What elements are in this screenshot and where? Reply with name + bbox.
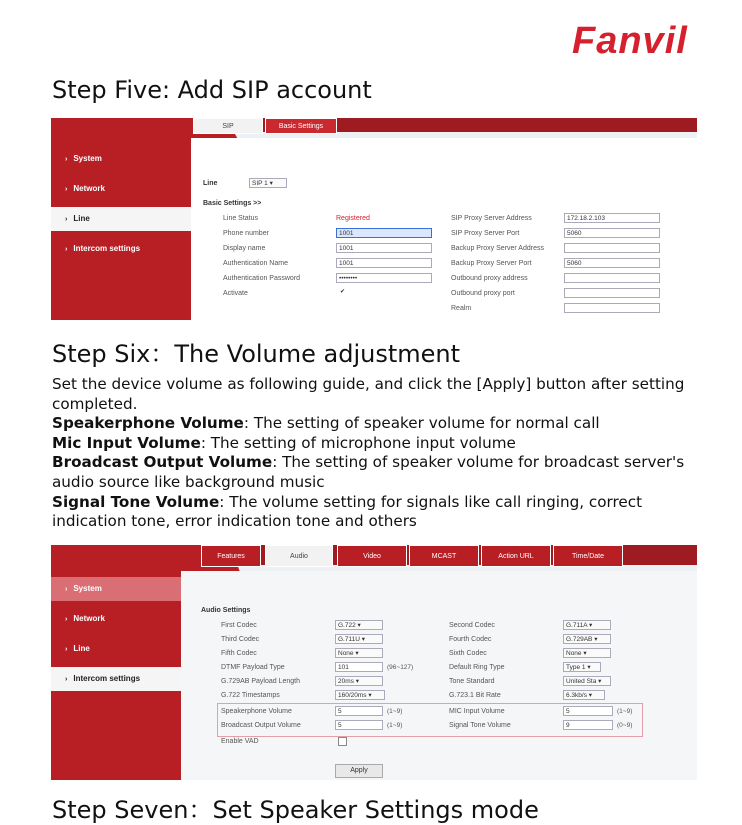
g7231-bitrate-select[interactable]: 6.3kb/s ▾ (563, 690, 605, 700)
proxy-address-field[interactable]: 172.18.2.103 (564, 213, 660, 223)
step-six-heading: Step Six：The Volume adjustment (52, 340, 461, 368)
description-item: Speakerphone Volume: The setting of speaker volume for normal call (52, 414, 600, 433)
tab-audio[interactable]: Audio (265, 545, 333, 567)
broadcast-output-volume-field[interactable]: 5 (335, 720, 383, 730)
proxy-port-label: SIP Proxy Server Port (451, 230, 520, 237)
tab-basic-settings[interactable]: Basic Settings (265, 118, 337, 134)
chevron-right-icon: › (65, 216, 68, 223)
sixth-codec-select[interactable]: None ▾ (563, 648, 611, 658)
description-item: Mic Input Volume: The setting of microphone input volume (52, 433, 516, 452)
tone-standard-label: Tone Standard (449, 678, 495, 685)
mic-input-volume-label: MIC Input Volume (449, 708, 505, 715)
dtmf-payload-field[interactable]: 101 (335, 662, 383, 672)
sidebar-item-label: Intercom settings (73, 244, 141, 253)
enable-vad-label: Enable VAD (221, 738, 259, 745)
mic-input-volume-field[interactable]: 5 (563, 706, 613, 716)
g722-timestamps-label: G.722 Timestamps (221, 692, 280, 699)
backup-address-label: Backup Proxy Server Address (451, 245, 544, 252)
broadcast-output-volume-hint: (1~9) (387, 722, 403, 729)
outbound-port-label: Outbound proxy port (451, 290, 515, 297)
outbound-address-field[interactable] (564, 273, 660, 283)
speakerphone-volume-hint: (1~9) (387, 708, 403, 715)
third-codec-label: Third Codec (221, 636, 260, 643)
signal-tone-volume-label: Signal Tone Volume (449, 722, 511, 729)
default-ring-type-label: Default Ring Type (449, 664, 505, 671)
basic-settings-section: Basic Settings >> (203, 200, 262, 207)
first-codec-label: First Codec (221, 622, 257, 629)
fourth-codec-select[interactable]: G.729AB ▾ (563, 634, 611, 644)
tab-action-url[interactable]: Action URL (481, 545, 551, 567)
chevron-right-icon: › (65, 586, 68, 593)
g729ab-payload-select[interactable]: 20ms ▾ (335, 676, 383, 686)
proxy-address-label: SIP Proxy Server Address (451, 215, 532, 222)
broadcast-output-volume-label: Broadcast Output Volume (221, 722, 301, 729)
sidebar-item-label: System (73, 584, 102, 593)
phone-number-field[interactable]: 1001 (336, 228, 432, 238)
second-codec-select[interactable]: G.711A ▾ (563, 620, 611, 630)
audio-settings-section: Audio Settings (201, 607, 251, 614)
volume-description (52, 375, 712, 532)
auth-password-field[interactable]: •••••••• (336, 273, 432, 283)
sidebar-item-label: Network (73, 614, 105, 623)
backup-port-label: Backup Proxy Server Port (451, 260, 532, 267)
backup-port-field[interactable]: 5060 (564, 258, 660, 268)
chevron-right-icon: › (65, 246, 68, 253)
line-select[interactable]: SIP 1 ▾ (249, 178, 287, 188)
sixth-codec-label: Sixth Codec (449, 650, 487, 657)
fifth-codec-label: Fifth Codec (221, 650, 257, 657)
content-panel (181, 571, 697, 780)
g7231-bitrate-label: G.723.1 Bit Rate (449, 692, 501, 699)
g729ab-payload-label: G.729AB Payload Length (221, 678, 301, 685)
fifth-codec-select[interactable]: None ▾ (335, 648, 383, 658)
chevron-right-icon: › (65, 156, 68, 163)
phone-number-label: Phone number (223, 230, 269, 237)
speakerphone-volume-field[interactable]: 5 (335, 706, 383, 716)
backup-address-field[interactable] (564, 243, 660, 253)
outbound-port-field[interactable] (564, 288, 660, 298)
fanvil-logo: Fanvil (572, 20, 688, 62)
chevron-right-icon: › (65, 616, 68, 623)
chevron-right-icon: › (65, 676, 68, 683)
tab-time-date[interactable]: Time/Date (553, 545, 623, 567)
intro-text: Set the device volume as following guide, and click the [Apply] button after setting completed. (52, 375, 685, 413)
sidebar-item-label: Line (73, 214, 90, 223)
sip-settings-screenshot (51, 118, 697, 320)
tab-features[interactable]: Features (201, 545, 261, 567)
sidebar-item-label: Network (73, 184, 105, 193)
signal-tone-volume-field[interactable]: 9 (563, 720, 613, 730)
activate-checkbox[interactable]: ✔ (339, 289, 346, 295)
description-item: Signal Tone Volume: The volume setting for signals like call ringing, correct indication tone, error indication tone and others (52, 492, 643, 531)
default-ring-type-select[interactable]: Type 1 ▾ (563, 662, 601, 672)
realm-field[interactable] (564, 303, 660, 313)
enable-vad-checkbox[interactable] (338, 737, 347, 746)
tone-standard-select[interactable]: United Sta ▾ (563, 676, 611, 686)
proxy-port-field[interactable]: 5060 (564, 228, 660, 238)
display-name-label: Display name (223, 245, 266, 252)
fourth-codec-label: Fourth Codec (449, 636, 492, 643)
dtmf-payload-label: DTMF Payload Type (221, 664, 285, 671)
tab-video[interactable]: Video (337, 545, 407, 567)
display-name-field[interactable]: 1001 (336, 243, 432, 253)
chevron-right-icon: › (65, 186, 68, 193)
first-codec-select[interactable]: G.722 ▾ (335, 620, 383, 630)
line-status-label: Line Status (223, 215, 259, 222)
activate-label: Activate (223, 290, 248, 297)
g722-timestamps-select[interactable]: 160/20ms ▾ (335, 690, 385, 700)
mic-input-volume-hint: (1~9) (617, 708, 633, 715)
sidebar-item-label: System (73, 154, 102, 163)
description-item: Broadcast Output Volume: The setting of speaker volume for broadcast server's audio source like background music (52, 453, 685, 491)
step-five-heading: Step Five: Add SIP account (52, 76, 372, 104)
chevron-right-icon: › (65, 646, 68, 653)
auth-password-label: Authentication Password (223, 275, 301, 282)
audio-settings-screenshot (51, 545, 697, 780)
outbound-address-label: Outbound proxy address (451, 275, 528, 282)
apply-button[interactable]: Apply (335, 764, 383, 778)
line-status-value: Registered (336, 215, 370, 222)
third-codec-select[interactable]: G.711U ▾ (335, 634, 383, 644)
sidebar-item-label: Line (73, 644, 90, 653)
dtmf-payload-hint: (96~127) (387, 664, 414, 671)
line-label: Line (203, 180, 218, 187)
speakerphone-volume-label: Speakerphone Volume (221, 708, 292, 715)
auth-name-label: Authentication Name (223, 260, 288, 267)
step-seven-heading: Step Seven：Set Speaker Settings mode (52, 796, 539, 824)
tab-mcast[interactable]: MCAST (409, 545, 479, 567)
tab-sip[interactable]: SIP (193, 118, 263, 134)
second-codec-label: Second Codec (449, 622, 495, 629)
sidebar-item-label: Intercom settings (73, 674, 141, 683)
signal-tone-volume-hint: (0~9) (617, 722, 633, 729)
auth-name-field[interactable]: 1001 (336, 258, 432, 268)
realm-label: Realm (451, 305, 472, 312)
